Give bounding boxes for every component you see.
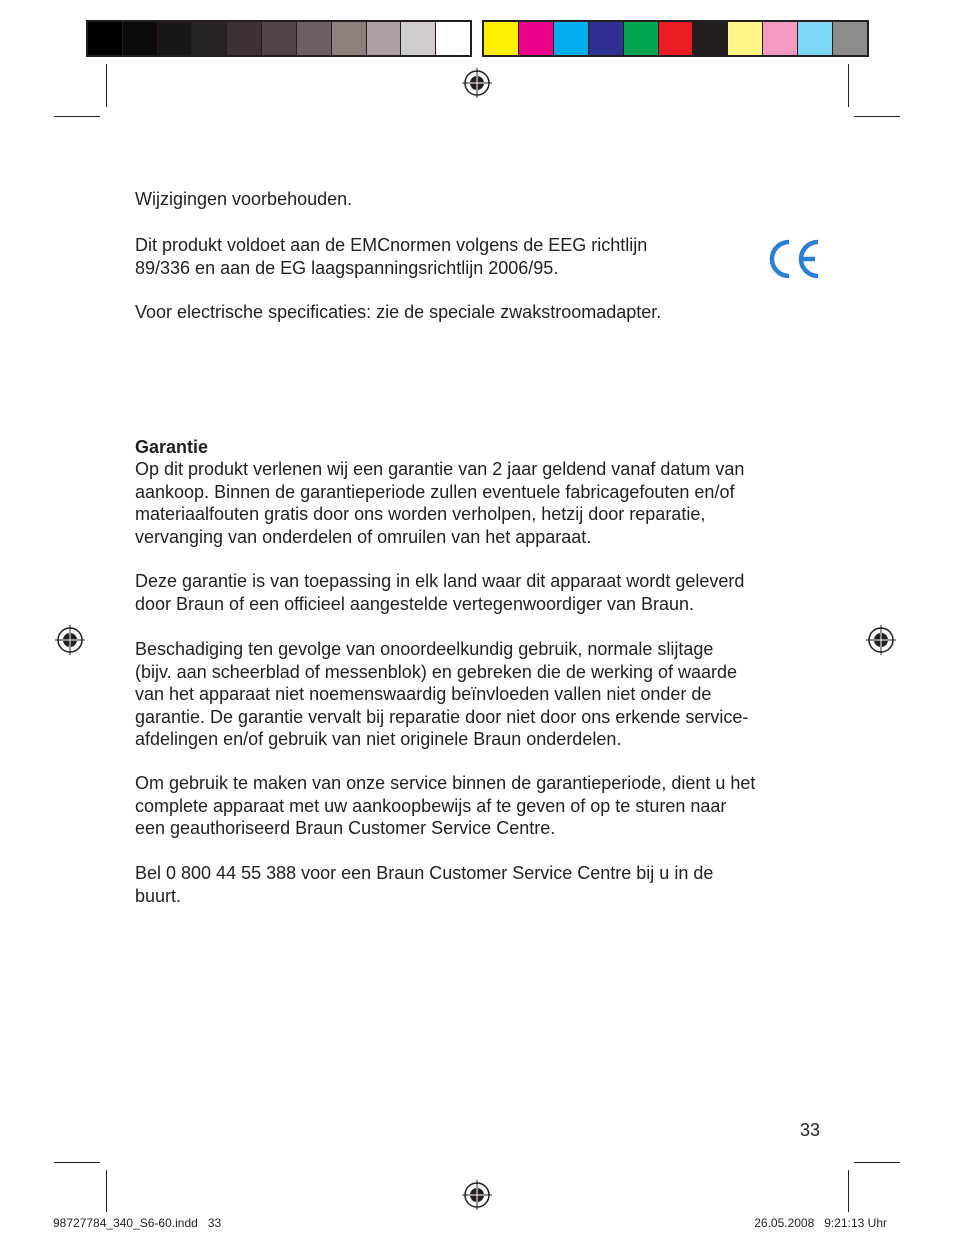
page-number: 33: [799, 1120, 820, 1140]
gray-swatch: [436, 22, 470, 55]
color-swatch: [484, 22, 519, 55]
gray-swatch: [192, 22, 227, 55]
slug-timestamp: 26.05.2008 9:21:13 Uhr: [754, 1216, 887, 1230]
color-swatch: [728, 22, 763, 55]
color-swatch: [589, 22, 624, 55]
gray-swatch: [401, 22, 436, 55]
emc-compliance-text: Dit produkt voldoet aan de EMCnormen volgens de EEG richtlijn 89/336 en aan de EG laagspanningsrichtlijn 2006/95.: [135, 235, 648, 278]
gray-swatch: [332, 22, 367, 55]
slug-file-info: 98727784_340_S6-60.indd 33: [53, 1216, 222, 1230]
guarantee-heading: Garantie: [135, 437, 209, 457]
guarantee-paragraph-2: Deze garantie is van toepassing in elk land waar dit apparaat wordt geleverd door Braun of een officieel aangestelde vertegenwoordiger van Braun.: [135, 571, 745, 614]
gray-swatch: [367, 22, 402, 55]
ce-mark-icon: [767, 236, 823, 282]
crop-mark-top-right-v: [848, 64, 849, 107]
crop-mark-top-right-h: [854, 116, 900, 117]
color-swatch: [798, 22, 833, 55]
guarantee-paragraph-4: Om gebruik te maken van onze service binnen de garantieperiode, dient u het complete apparaat met uw aankoopbewijs af te geven of op te sturen naar een geauthoriseerd Braun Customer Service Centre.: [135, 773, 756, 838]
color-bar: [482, 20, 869, 57]
registration-mark-icon: [462, 1180, 492, 1210]
gray-swatch: [158, 22, 193, 55]
guarantee-paragraph-1: Op dit produkt verlenen wij een garantie van 2 jaar geldend vanaf datum van aankoop. Binnen de garantieperiode zullen eventuele fabricagefouten en/of materiaalfouten gratis door ons worden verholpen, hetzij door reparatie, vervanging van onderdelen of omruilen van het apparaat.: [135, 459, 745, 547]
color-swatch: [833, 22, 867, 55]
changes-reserved-text: Wijzigingen voorbehouden.: [135, 189, 353, 209]
color-swatch: [763, 22, 798, 55]
registration-mark-icon: [55, 625, 85, 655]
gray-swatch: [227, 22, 262, 55]
guarantee-paragraph-3: Beschadiging ten gevolge van onoordeelkundig gebruik, normale slijtage (bijv. aan scheerblad of messenblok) en gebreken die de werking of waarde van het apparaat niet noemenswaardig beïnvloeden vallen niet onder de garantie. De garantie vervalt bij reparatie door niet door ons erkende service- afdelingen en/of gebruik van niet originele Braun onderdelen.: [135, 639, 749, 749]
crop-mark-bottom-right-v: [848, 1170, 849, 1212]
guarantee-paragraph-5: Bel 0 800 44 55 388 voor een Braun Customer Service Centre bij u in de buurt.: [135, 863, 714, 906]
color-swatch: [519, 22, 554, 55]
gray-swatch: [297, 22, 332, 55]
crop-mark-bottom-left-v: [106, 1170, 107, 1212]
crop-mark-top-left-v: [106, 64, 107, 107]
gray-swatch: [123, 22, 158, 55]
color-swatch: [659, 22, 694, 55]
color-swatch: [624, 22, 659, 55]
crop-mark-bottom-right-h: [854, 1162, 900, 1163]
electrical-specs-text: Voor electrische specificaties: zie de speciale zwakstroomadapter.: [135, 302, 662, 322]
color-swatch: [554, 22, 589, 55]
gray-swatch: [262, 22, 297, 55]
grayscale-bar: [86, 20, 472, 57]
registration-mark-icon: [462, 68, 492, 98]
registration-mark-icon: [866, 625, 896, 655]
crop-mark-bottom-left-h: [54, 1162, 100, 1163]
gray-swatch: [88, 22, 123, 55]
color-swatch: [693, 22, 728, 55]
crop-mark-top-left-h: [54, 116, 100, 117]
